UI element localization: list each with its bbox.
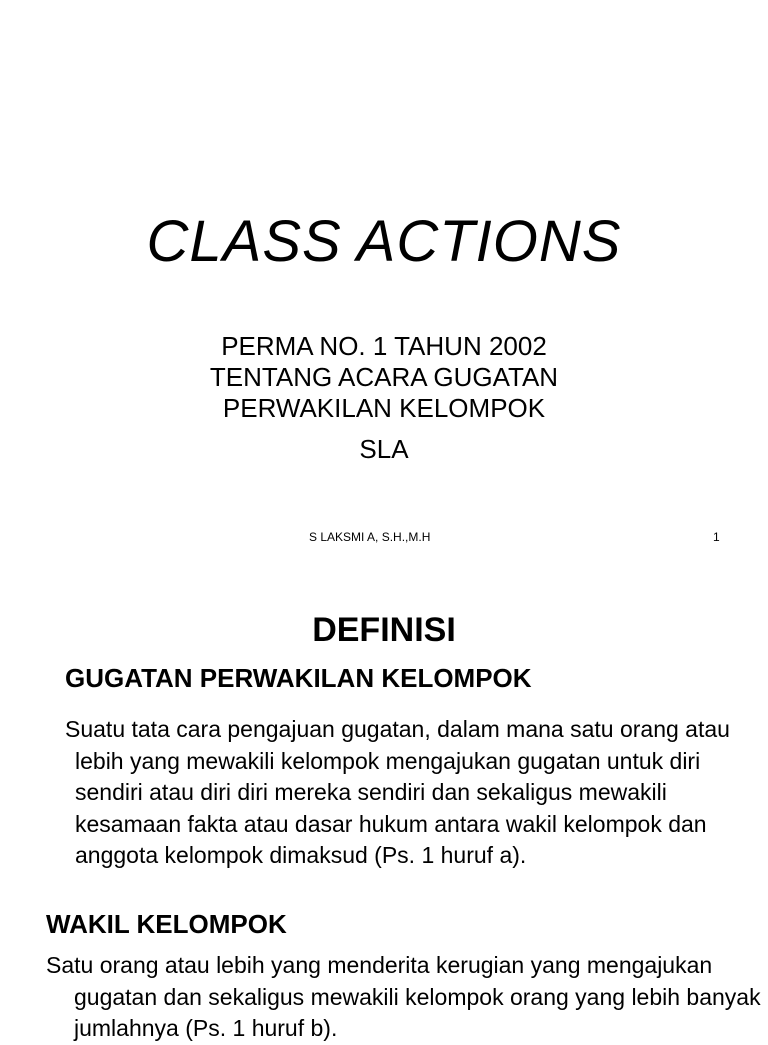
term-heading-gugatan: GUGATAN PERWAKILAN KELOMPOK	[65, 663, 532, 693]
slide-subtitle	[0, 331, 768, 465]
slide-title: CLASS ACTIONS	[146, 209, 622, 274]
definition-paragraph-gugatan: Suatu tata cara pengajuan gugatan, dalam mana satu orang atau lebih yang mewakili kelompok mengajukan gugatan untuk diri sendiri atau diri diri mereka sendiri dan sekaligus mewakili kesamaan fakta atau dasar hukum antara wakil kelompok dan anggota kelompok dimaksud (Ps. 1 huruf a).	[65, 716, 730, 868]
subtitle-line: TENTANG ACARA GUGATAN	[209, 362, 559, 392]
author-initials: SLA	[359, 434, 409, 464]
page-number: 1	[713, 530, 720, 544]
definition-paragraph-wakil: Satu orang atau lebih yang menderita kerugian yang mengajukan gugatan dan sekaligus mewakili kelompok orang yang lebih banyak jumlahnya (Ps. 1 huruf b).	[46, 952, 761, 1041]
subtitle-line: PERWAKILAN KELOMPOK	[222, 393, 546, 423]
term-heading-wakil: WAKIL KELOMPOK	[46, 909, 287, 939]
subtitle-line: PERMA NO. 1 TAHUN 2002	[221, 331, 547, 361]
section-heading: DEFINISI	[312, 611, 456, 649]
footer-author: S LAKSMI A, S.H.,M.H	[309, 530, 431, 544]
